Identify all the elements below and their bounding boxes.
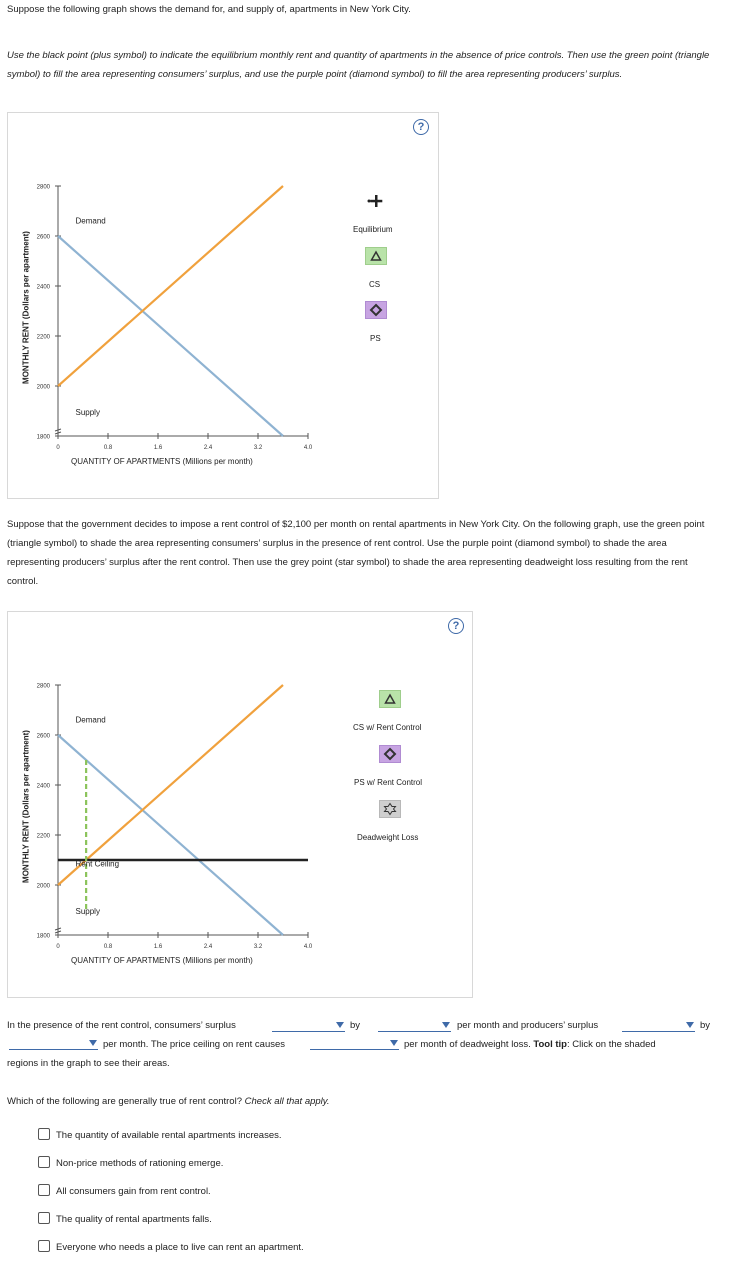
- ps-amount-dropdown[interactable]: [9, 1038, 98, 1050]
- option-quality-falls[interactable]: [38, 1212, 212, 1226]
- cs-amount-dropdown[interactable]: [378, 1020, 451, 1032]
- q2-prompt-italic: Check all that apply.: [244, 1096, 330, 1107]
- q1-text-1: In the presence of the rent control, consumers’ surplus: [7, 1020, 236, 1031]
- ps-tool[interactable]: [365, 301, 387, 319]
- triangle-icon: [366, 248, 386, 264]
- q1-text-6: [404, 1039, 656, 1050]
- y-tick-label: 1800: [36, 434, 50, 441]
- cs-change-dropdown[interactable]: [272, 1020, 345, 1032]
- q2-prompt-text: Which of the following are generally true of rent control?: [7, 1096, 242, 1107]
- cs-label: CS: [369, 280, 381, 289]
- y-tick-label: 2400: [36, 284, 50, 291]
- rent-ceiling-label: Rent Ceiling: [75, 859, 120, 869]
- intro-text: Suppose the following graph shows the demand for, and supply of, apartments in New York City.: [7, 4, 411, 15]
- diamond-icon: [366, 302, 386, 318]
- y-tick-label: 2200: [36, 833, 50, 840]
- help-icon[interactable]: ?: [413, 119, 429, 135]
- checkbox[interactable]: [38, 1212, 50, 1224]
- y-tick-label: 2600: [36, 733, 50, 740]
- checkbox[interactable]: [38, 1184, 50, 1196]
- q1-text-5: per month. The price ceiling on rent causes: [103, 1039, 286, 1050]
- option-quantity-increases[interactable]: [38, 1128, 282, 1142]
- equilibrium-label: Equilibrium: [353, 225, 393, 234]
- x-tick-label: 1.6: [153, 445, 163, 451]
- checkbox[interactable]: [38, 1128, 50, 1140]
- ps-change-dropdown[interactable]: [622, 1020, 695, 1032]
- x-tick-label: 2.4: [203, 445, 213, 451]
- x-axis-title: QUANTITY OF APARTMENTS (Millions per month): [71, 457, 253, 466]
- y-axis-title: MONTHLY RENT (Dollars per apartment): [21, 231, 31, 384]
- y-tick-label: 1800: [36, 933, 50, 940]
- supply-label: Supply: [75, 906, 100, 916]
- instructions-2: Suppose that the government decides to impose a rent control of $2,100 per month on rental apartments in New York City. On the following graph, use the green point (triangle symbol) to shade the area representing consumers’ surplus in the presence of rent control. Use the purple point (diamond symbol) to shade the area representing producers’ surplus after the rent control. Then use the grey point (star symbol) to shade the area representing deadweight loss resulting from the rent control.: [7, 519, 705, 587]
- diamond-icon: [380, 746, 400, 762]
- q1-text-3: per month and producers’ surplus: [457, 1020, 599, 1031]
- star-icon: [380, 801, 400, 817]
- q1-text-2: by: [350, 1020, 361, 1031]
- q1-text-6a: per month of deadweight loss.: [404, 1039, 531, 1050]
- option-all-consumers-gain[interactable]: [38, 1184, 211, 1198]
- x-tick-label: 1.6: [153, 944, 163, 950]
- y-tick-label: 2800: [36, 683, 50, 690]
- demand-label: Demand: [75, 216, 106, 226]
- x-tick-label: 2.4: [203, 944, 213, 950]
- option-label: All consumers gain from rent control.: [56, 1186, 211, 1197]
- checkbox[interactable]: [38, 1156, 50, 1168]
- option-label: Everyone who needs a place to live can rent an apartment.: [56, 1242, 304, 1253]
- ps-rent-control-tool[interactable]: [379, 745, 401, 763]
- cs-rent-control-label: CS w/ Rent Control: [353, 723, 422, 732]
- y-tick-label: 2000: [36, 384, 50, 391]
- cs-rent-control-tool[interactable]: [379, 690, 401, 708]
- option-non-price-rationing[interactable]: [38, 1156, 223, 1170]
- x-tick-label: 3.2: [253, 944, 263, 950]
- chart-2[interactable]: [8, 612, 472, 997]
- deadweight-loss-label: Deadweight Loss: [357, 833, 419, 842]
- demand-line: [58, 236, 283, 436]
- q2-prompt: [7, 1096, 329, 1107]
- y-tick-label: 2400: [36, 783, 50, 790]
- option-label: The quality of rental apartments falls.: [56, 1214, 212, 1225]
- x-tick-label: 0: [56, 445, 60, 451]
- equilibrium-tool[interactable]: [365, 193, 385, 209]
- supply-label: Supply: [75, 407, 100, 417]
- x-tick-label: 3.2: [253, 445, 263, 451]
- x-tick-label: 4.0: [303, 944, 313, 950]
- option-label: Non-price methods of rationing emerge.: [56, 1158, 224, 1169]
- graph-panel-2: [7, 611, 473, 998]
- x-axis-title: QUANTITY OF APARTMENTS (Millions per month): [71, 956, 253, 965]
- x-tick-label: 0: [56, 944, 60, 950]
- y-tick-label: 2000: [36, 883, 50, 890]
- q1-text-7: regions in the graph to see their areas.: [7, 1058, 170, 1069]
- triangle-icon: [380, 691, 400, 707]
- help-icon[interactable]: ?: [448, 618, 464, 634]
- graph-panel-1: [7, 112, 439, 499]
- y-tick-label: 2600: [36, 234, 50, 241]
- dwl-amount-dropdown[interactable]: [310, 1038, 399, 1050]
- y-axis-title: MONTHLY RENT (Dollars per apartment): [21, 730, 31, 883]
- demand-label: Demand: [75, 715, 106, 725]
- x-tick-label: 4.0: [303, 445, 313, 451]
- option-everyone-can-rent[interactable]: [38, 1240, 304, 1254]
- ps-label: PS: [370, 334, 381, 343]
- x-tick-label: 0.8: [103, 445, 113, 451]
- demand-line: [58, 735, 283, 935]
- q1-text-4: by: [700, 1020, 711, 1031]
- ps-rent-control-label: PS w/ Rent Control: [354, 778, 423, 787]
- option-label: The quantity of available rental apartments increases.: [56, 1130, 282, 1141]
- x-tick-label: 0.8: [103, 944, 113, 950]
- y-tick-label: 2200: [36, 334, 50, 341]
- instructions-1: Use the black point (plus symbol) to indicate the equilibrium monthly rent and quantity of apartments in the absence of price controls. Then use the green point (triangle symbol) to fill the area representing consumers’ surplus, and use the purple point (diamond symbol) to fill the area representing producers’ surplus.: [7, 50, 710, 80]
- cs-tool[interactable]: [365, 247, 387, 265]
- plus-icon: [365, 193, 385, 209]
- y-tick-label: 2800: [36, 184, 50, 191]
- tool-tip-text: : Click on the shaded: [566, 1039, 656, 1050]
- deadweight-loss-tool[interactable]: [379, 800, 401, 818]
- checkbox[interactable]: [38, 1240, 50, 1252]
- tool-tip-bold: Tool tip: [533, 1039, 567, 1050]
